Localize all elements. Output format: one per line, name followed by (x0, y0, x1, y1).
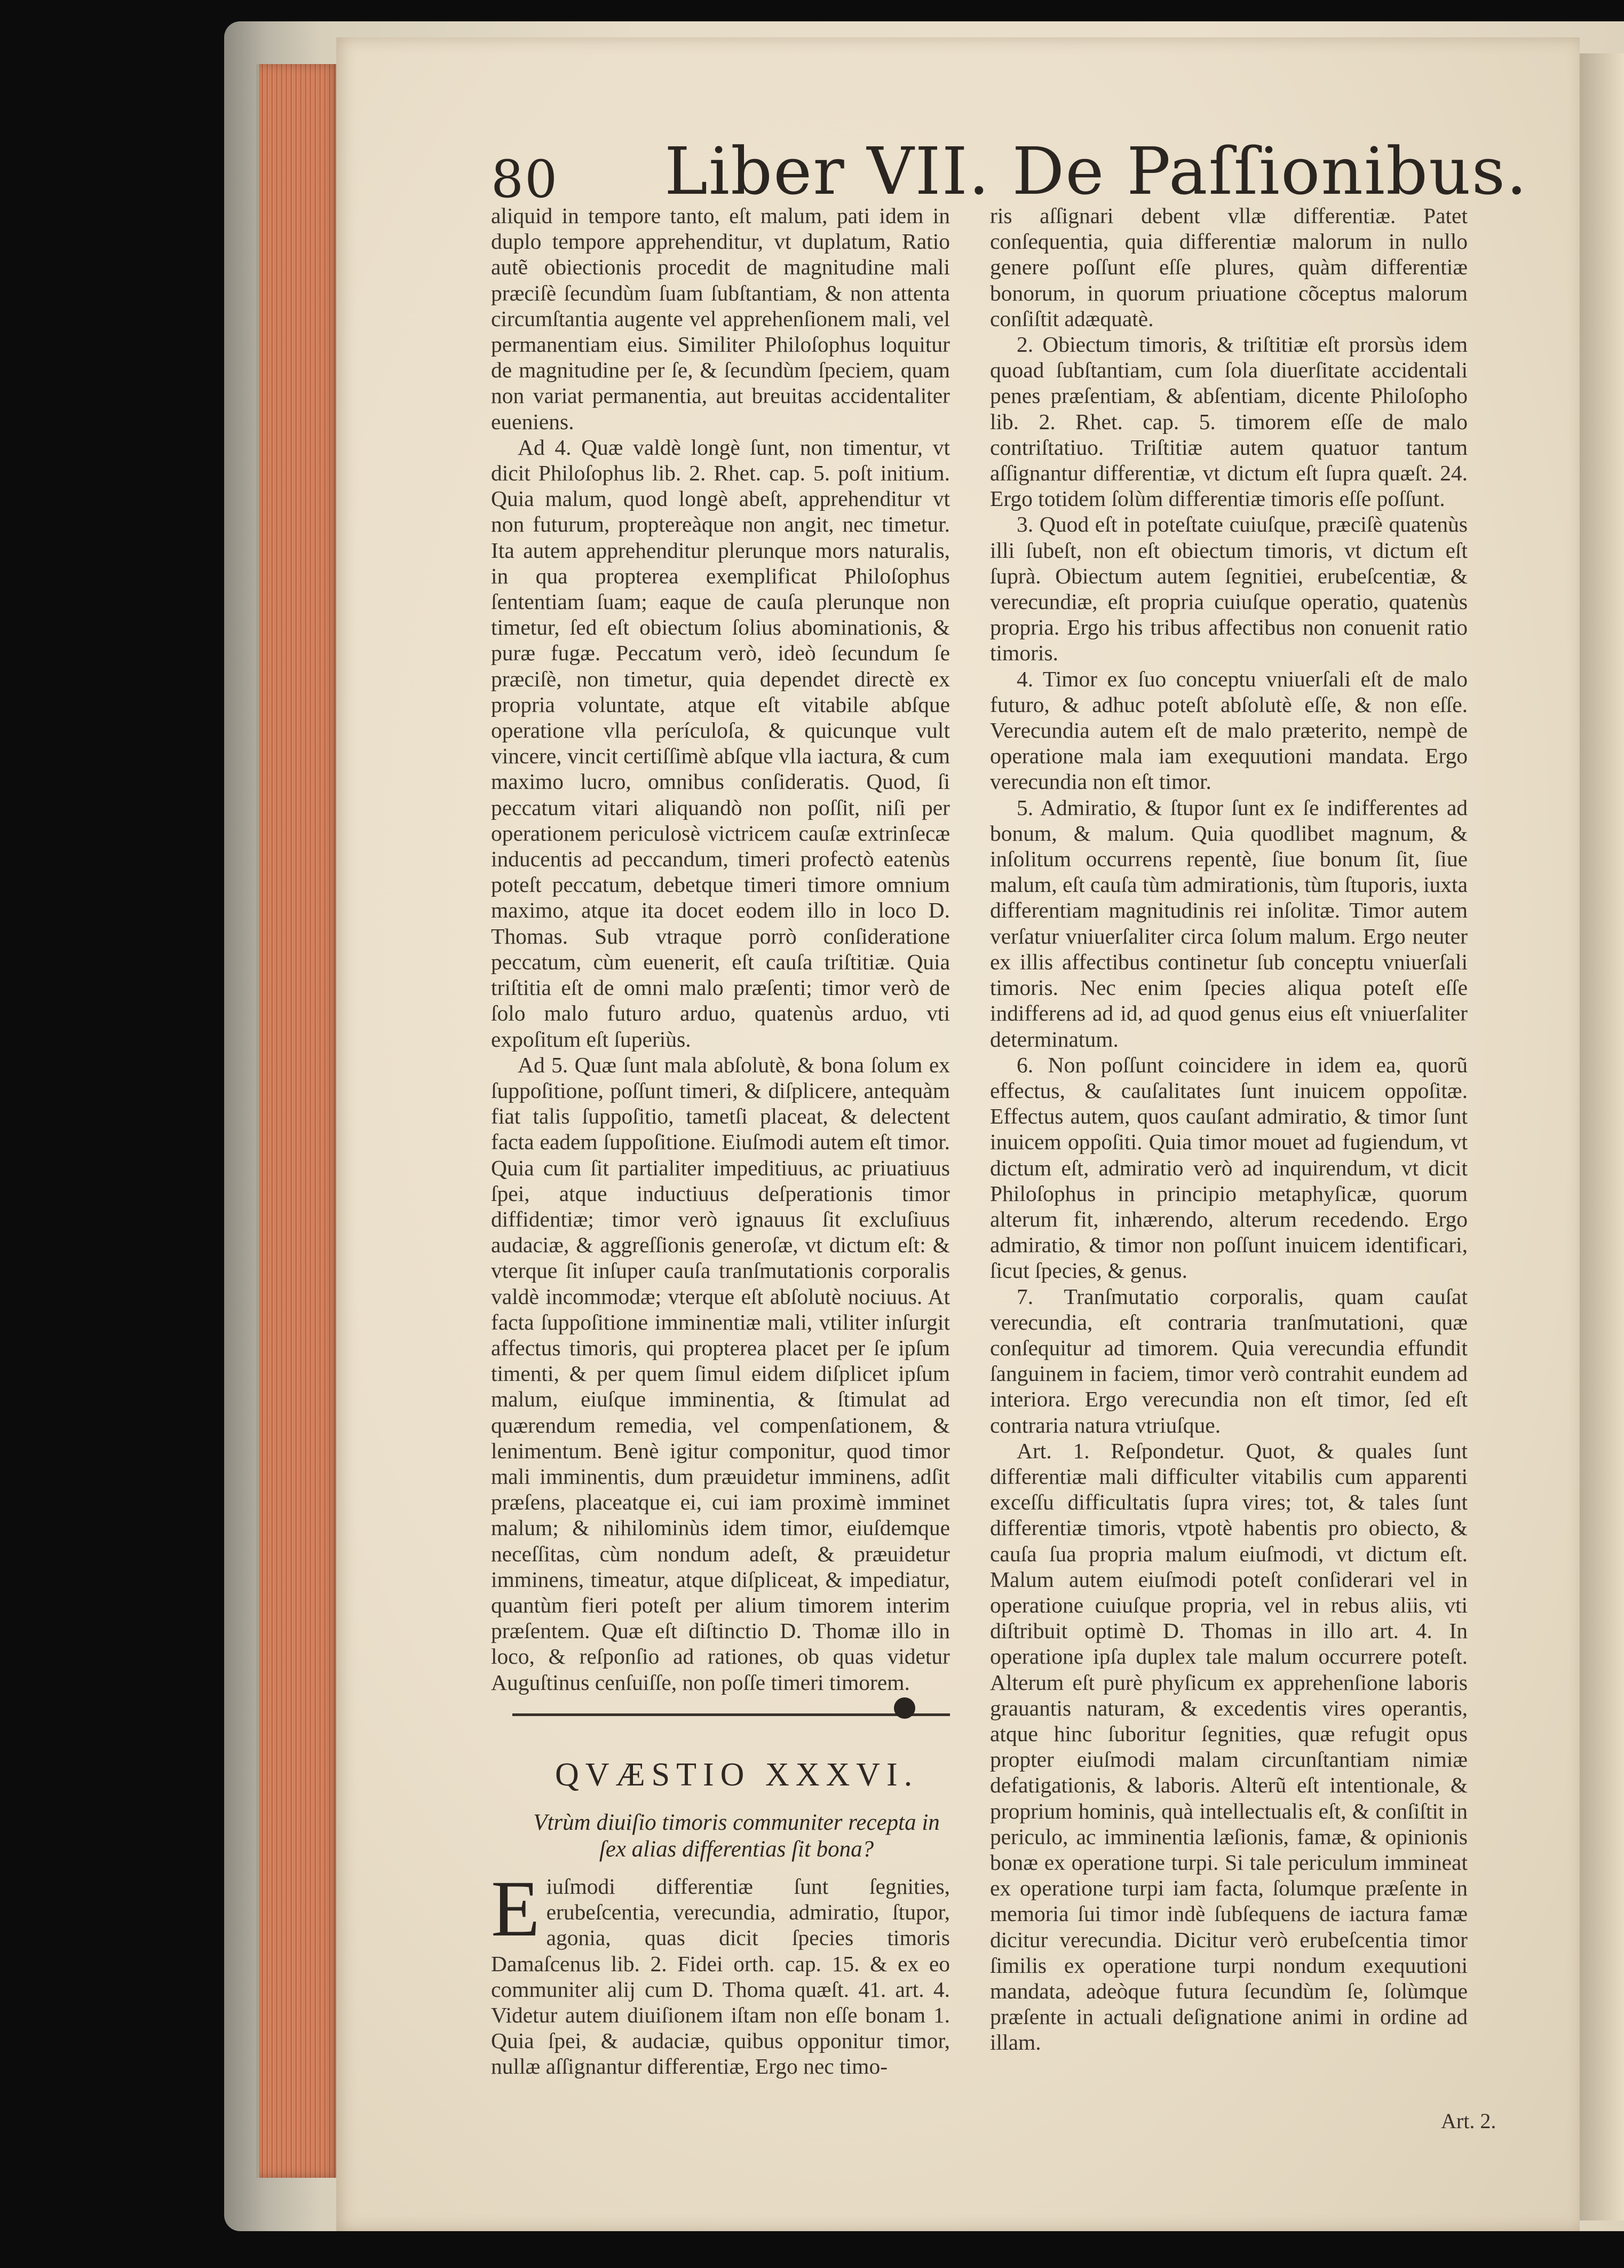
paragraph: 5. Admiratio, & ſtupor ſunt ex ſe indifferentes ad bonum, & malum. Quia quodlibet magnum, & inſolitum occurrens repentè, ſiue bonum ſit, ſiue malum, eſt cauſa tùm admirationis, tùm ſtuporis, iuxta differentiam magnitudinis rei inſolitæ. Timor autem verſatur vniuerſaliter circa ſolum malum. Ergo neuter ex illis affectibus continetur ſub conceptu vniuerſali timoris. Nec enim ſpecies aliqua poteſt eſſe indifferens ad id, ad quod genus eius eſt vniuerſaliter determinatum. (990, 795, 1468, 1052)
paragraph: Ad 5. Quæ ſunt mala abſolutè, & bona ſolum ex ſuppoſitione, poſſunt timeri, & diſplicere, antequàm fiat talis ſuppoſitio, tametſi placeat, & delectent facta eadem ſuppoſitione. Eiuſmodi autem eſt timor. Quia cum ſit partialiter impeditiuus, ac priuatiuus ſpei, atque inductiuus deſperationis timor diffidentiæ; timor verò ignauus ſit excluſiuus audaciæ, & aggreſſionis generoſæ, vt dictum eſt: & vterque ſit inſuper cauſa tranſmutationis corporalis valdè incommodæ; vterque eſt abſolutè nociuus. At facta ſuppoſitione imminentiæ mali, vtiliter inſurgit affectus timoris, qui propterea placet per ſe ipſum timenti, & per quem ſimul eidem diſplicet ipſum malum, eiuſque imminentia, & ſtimulat ad quærendum remedia, vel compenſationem, & lenimentum. Benè igitur componitur, quod timor mali imminentis, dum præuidetur imminens, adſit præſens, placeatque ei, cui iam proximè imminet malum; & nihilominùs idem timor, eiuſdemque neceſſitas, cùm nondum adeſt, & præuidetur imminens, timeatur, atque diſpliceat, & impediatur, quantùm fieri poteſt per alium timorem interim præſentem. Quæ eſt diſtinctio D. Thomæ illo in loco, & reſponſio ad rationes, ob quas videtur Auguſtinus cenſuiſſe, non poſſe timeri timorem. (491, 1052, 950, 1695)
paragraph: 2. Obiectum timoris, & triſtitiæ eſt prorsùs idem quoad ſubſtantiam, cum ſola diuerſitate accidentali penes præſentiam, & abſentiam, dicente Philoſopho lib. 2. Rhet. cap. 5. timorem eſſe de malo contriſtatiuo. Triſtitiæ autem quatuor tantum aſſignantur differentiæ, vt dictum eſt ſupra quæſt. 24. Ergo totidem ſolùm differentiæ timoris eſſe poſſunt. (990, 332, 1468, 511)
question-text: iuſmodi differentiæ ſunt ſegnities, erubeſcentia, verecundia, admiratio, ſtupor, agonia, quas dicit ſpecies timoris Damaſcenus lib. 2. Fidei orth. cap. 15. & ex eo communiter alij cum D. Thoma quæſt. 41. art. 4. Videtur autem diuiſionem iſtam non eſſe bonam 1. Quia ſpei, & audaciæ, quibus opponitur timor, nullæ aſſignantur differentiæ, Ergo nec timo- (491, 1874, 950, 2079)
red-page-edges (256, 64, 339, 2178)
question-title: QVÆSTIO XXXVI. (555, 1757, 919, 1793)
paragraph: 3. Quod eſt in poteſtate cuiuſque, præciſè quatenùs illi ſubeſt, non eſt obiectum timoris, vt dictum eſt ſuprà. Obiectum autem ſegnitiei, erubeſcentiæ, & verecundiæ, eſt propria cuiuſque operatio, quatenùs propria. Ergo his tribus affectibus non conuenit ratio timoris. (990, 512, 1468, 666)
paragraph: aliquid in tempore tanto, eſt malum, pati idem in duplo tempore apprehenditur, vt duplatum, Ratio autẽ obiectionis procedit de magnitudine mali præciſè ſecundùm ſuam ſubſtantiam, & non attenta circumſtantia augente vel apprehenſionem mali, vel permanentiam eius. Similiter Philoſophus loquitur de magnitudine per ſe, & ſecundùm ſpeciem, quam non variat permanentia, aut breuitas accidentaliter eueniens. (491, 203, 950, 434)
paragraph: 6. Non poſſunt coincidere in idem ea, quorũ effectus, & cauſalitates ſunt inuicem oppoſitæ. Effectus autem, quos cauſant admiratio, & timor ſunt inuicem oppoſiti. Quia timor mouet ad fugiendum, vt dictum eſt, admiratio verò ad inquirendum, vt dicit Philoſophus in principio metaphyſicæ, quorum alterum fit, inhærendo, alterum recedendo. Ergo admiratio, & timor non poſſunt inuicem identificari, ſicut ſpecies, & genus. (990, 1052, 1468, 1283)
running-title: Liber VII. De Paſſionibus. (664, 133, 1528, 209)
question-subtitle: Vtrùm diuiſio timoris communiter recepta in ſex alias differentias ſit bona? (533, 1810, 940, 1862)
paragraph: Ad 4. Quæ valdè longè ſunt, non timentur, vt dicit Philoſophus lib. 2. Rhet. cap. 5. poſt initium. Quia malum, quod longè abeſt, apprehenditur vt non futurum, proptereàque non angit, nec timetur. Ita autem apprehenditur plerunque mors naturalis, in qua propterea exemplificat Philoſophus ſententiam ſuam; eaque de cauſa plerunque non timetur, ſed eſt obiectum ſolius abominationis, & puræ fugæ. Peccatum verò, ideò ſecundum ſe præciſè, non timetur, quia dependet directè ex propria voluntate, atque eſt vitabile abſque operatione vlla perículoſa, & quicunque vult vincere, vincit certiſſimè abſque vlla iactura, & cum maximo lucro, omnibus conſideratis. Quod, ſi peccatum vitari aliquandò non poſſit, niſi per operationem periculosè victricem cauſæ extrinſecæ inducentis ad peccandum, timeri profectò eatenùs poteſt peccatum, debetque timeri timore omnium maximo, atque ita docet eodem illo in loco D. Thomas. Sub vtraque porrò conſideratione peccatum, cùm euenerit, eſt cauſa triſtitiæ. Quia triſtitia eſt de omni malo præſenti; timor verò de ſolo malo futuro arduo, quatenùs arduo, vti expoſitum eſt ſuperiùs. (491, 434, 950, 1052)
left-column (491, 203, 950, 1695)
paragraph: ris aſſignari debent vllæ differentiæ. Patet conſequentia, quia differentiæ malorum in nullo genere poſſunt eſſe plures, quàm differentiæ bonorum, in quorum priuatione cõceptus malorum conſiſtit adæquatè. (990, 203, 1468, 331)
ink-blot (894, 1697, 915, 1719)
question-body (491, 1864, 950, 2080)
page-number: 80 (491, 149, 559, 209)
catchword: Art. 2. (1441, 2109, 1496, 2133)
section-rule (512, 1713, 950, 1716)
drop-cap: E (491, 1864, 540, 1953)
paragraph: Art. 1. Reſpondetur. Quot, & quales ſunt differentiæ mali difficulter vitabilis cum apparenti exceſſu difficultatis ſupra vires; tot, & tales ſunt differentiæ timoris, vtpotè habentis pro obiecto, & cauſa ſua propria malum eiuſmodi, vt dictum eſt. Malum autem eiuſmodi poteſt conſiderari vel in operatione cuiuſque propria, vel in rebus aliis, vti diſtribuit optimè D. Thomas in illo art. 4. In operatione ipſa duplex tale malum occurrere poteſt. Alterum eſt purè phyſicum ex apprehenſione laboris grauantis naturam, & excedentis vires operantis, atque hinc ſuboritur ſegnities, quæ refugit opus propter eiuſmodi malam circunſtantiam nimiæ defatigationis, & laboris. Alterũ eſt intentionale, & proprium hominis, quà intellectualis eſt, & conſiſtit in periculo, ac imminentia læſionis, famæ, & opinionis bonæ ex operatione turpi. Si tale periculum immineat ex operatione turpi iam facta, ſolumque præſente in memoria ſui timor indè ſubſequens de iactura famæ dicitur verecundia. Dicitur verò erubeſcentia timor ſimilis ex operatione turpi nondum exequutioni mandata, adeòque futura ſecundùm ſe, ſolùmque præſente in actuali deſignatione animi in ordine ad illam. (990, 1438, 1468, 2055)
facing-page-edge (1580, 53, 1624, 2220)
right-column (990, 203, 1468, 2056)
paragraph: 7. Tranſmutatio corporalis, quam cauſat verecundia, eſt contraria tranſmutationi, quæ conſequitur ad timorem. Quia verecundia effundit ſanguinem in faciem, timor verò contrahit eundem ad interiora. Ergo verecundia non eſt timor, ſed eſt contraria natura vtriuſque. (990, 1284, 1468, 1437)
paragraph: 4. Timor ex ſuo conceptu vniuerſali eſt de malo futuro, & adhuc poteſt abſolutè eſſe, & non eſſe. Verecundia autem eſt de malo præterito, nempè de operatione mala iam exequutioni mandata. Ergo verecundia non eſt timor. (990, 666, 1468, 794)
